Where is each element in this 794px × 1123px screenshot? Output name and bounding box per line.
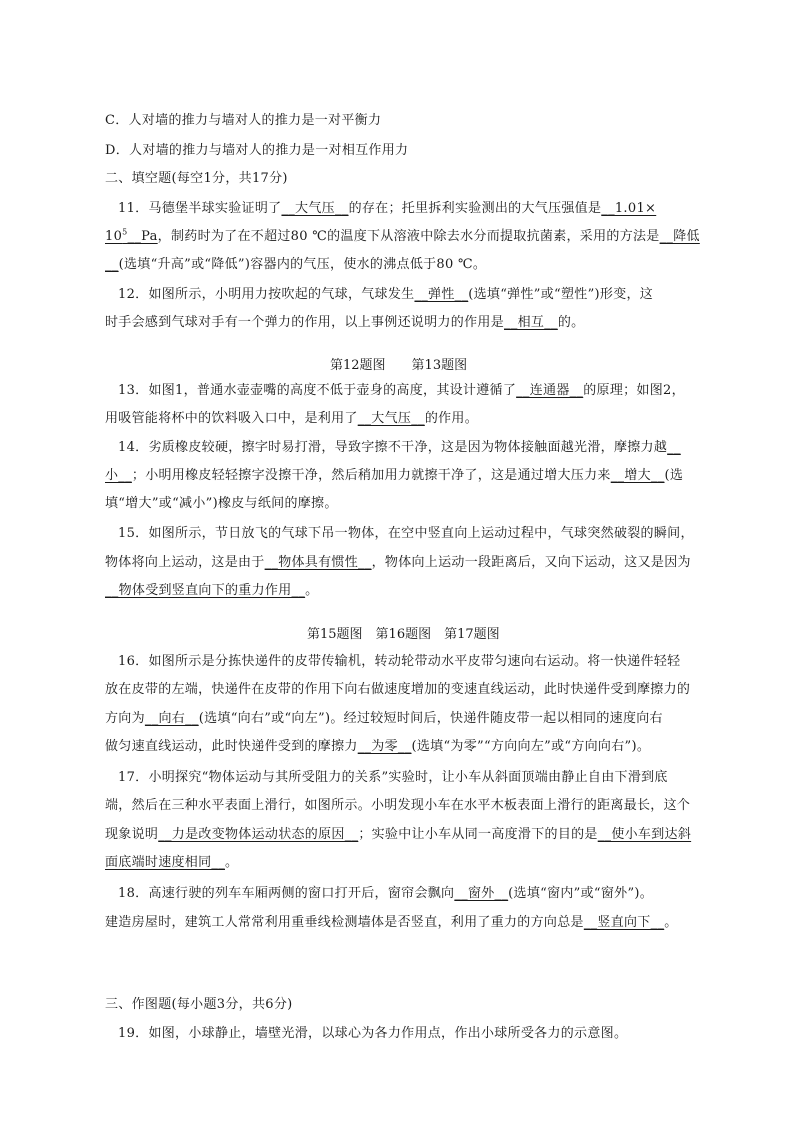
q12-answer-2: __相互__ — [504, 315, 558, 330]
q16-answer-1: __向右__ — [144, 711, 199, 726]
q18-answer-1: __窗外__ — [454, 886, 509, 901]
q12-answer-1: __弹性__ — [414, 287, 469, 302]
q13-answer-2: __大气压__ — [357, 411, 425, 426]
q14-line-3: 填“增大”或“减小”)橡皮与纸间的摩擦。 — [105, 496, 338, 511]
q13-line-1: 13．如图1，普通水壶壶嘴的高度不低于壶身的高度，其设计遵循了__连通器__的原理；如图2， — [118, 383, 685, 398]
q11-answer-1: __大气压__ — [281, 201, 349, 216]
q17-answer-1: __力是改变物体运动状态的原因__ — [158, 827, 359, 842]
q19-line-1: 19．如图，小球静止，墙壁光滑，以球心为各力作用点，作出小球所受各力的示意图。 — [118, 1026, 628, 1041]
q14-answer-2: __增大__ — [610, 468, 665, 483]
q18-answer-2: __竖直向下__ — [583, 915, 665, 930]
q15-answer-1: __物体具有惯性__ — [264, 555, 372, 570]
q11-line-3: __(选填“升高”或“降低”)容器内的气压，使水的沸点低于80 ℃。 — [105, 257, 487, 272]
q15-answer-2: __物体受到竖直向下的重力作用__ — [105, 583, 306, 598]
section-2-heading: 二、填空题(每空1分，共17分) — [105, 171, 288, 186]
q17-line-2: 端，然后在三种水平表面上滑行，如图所示。小明发现小车在水平木板表面上滑行的距离最长，这个 — [105, 798, 691, 813]
q15-line-3: __物体受到竖直向下的重力作用__。 — [105, 583, 319, 598]
figure-caption-15-16-17: 第15题图 第16题图 第17题图 — [307, 627, 500, 642]
figure-caption-12-13: 第12题图 第13题图 — [330, 358, 468, 373]
q16-line-2: 放在皮带的左端，快递件在皮带的作用下向右做速度增加的变速直线运动，此时快递件受到摩擦力的 — [105, 682, 691, 697]
q17-line-3: 现象说明__力是改变物体运动状态的原因__；实验中让小车从同一高度滑下的目的是__使小车到达斜 — [105, 827, 692, 842]
q12-line-1: 12．如图所示，小明用力按吹起的气球，气球发生__弹性__(选填“弹性”或“塑性”)形变，这 — [118, 287, 654, 302]
section-3-heading: 三、作图题(每小题3分，共6分) — [105, 997, 293, 1012]
q12-line-2: 时手会感到气球对手有一个弹力的作用，以上事例还说明力的作用是__相互__的。 — [105, 315, 585, 330]
q18-line-1: 18．高速行驶的列车车厢两侧的窗口打开后，窗帘会飘向__窗外__(选填“窗内”或“窗外”)。 — [118, 886, 654, 901]
q11-line-2: $10^5\_\_Pa$，制药时为了在不超过80 ℃的温度下从溶液中除去水分而提取抗菌素，采用的方法是__降低 — [105, 227, 700, 244]
q14-answer-1: __ — [667, 440, 681, 455]
q16-line-4: 做匀速直线运动，此时快递件受到的摩擦力__为零__(选填“为零”“方向向左”或“方向向右”)。 — [105, 739, 651, 754]
q18-line-2: 建造房屋时，建筑工人常常利用重垂线检测墙体是否竖直，利用了重力的方向总是__竖直向下__。 — [105, 915, 678, 930]
q16-line-3: 方向为__向右__(选填“向右”或“向左”)。经过较短时间后，快递件随皮带一起以相同的速度向右 — [105, 711, 663, 726]
q17-answer-2: __使小车到达斜 — [597, 827, 692, 842]
option-d: D．人对墙的推力与墙对人的推力是一对相互作用力 — [105, 143, 409, 158]
q17-answer-2-cont: 面底端时速度相同__ — [105, 855, 225, 870]
q14-answer-1-cont: 小__ — [105, 468, 132, 483]
q15-line-2: 物体将向上运动，这是由于__物体具有惯性__，物体向上运动一段距离后，又向下运动，这又是因为 — [105, 555, 691, 570]
q16-answer-2: __为零__ — [357, 739, 412, 754]
q11-answer-3: __降低 — [659, 229, 700, 244]
q14-line-1: 14．劣质橡皮较硬，擦字时易打滑，导致字擦不干净，这是因为物体接触面越光滑，摩擦力越__ — [118, 440, 681, 455]
q15-line-1: 15．如图所示，节日放飞的气球下吊一物体，在空中竖直向上运动过程中，气球突然破裂的瞬间， — [118, 526, 694, 541]
option-c: C．人对墙的推力与墙对人的推力是一对平衡力 — [105, 113, 382, 128]
q17-line-1: 17．小明探究“物体运动与其所受阻力的关系”实验时，让小车从斜面顶端由静止自由下滑到底 — [118, 770, 668, 785]
q13-answer-1: __连通器__ — [516, 383, 584, 398]
q13-line-2: 用吸管能将杯中的饮料吸入口中，是利用了__大气压__的作用。 — [105, 411, 479, 426]
q16-line-1: 16．如图所示是分拣快递件的皮带传输机，转动轮带动水平皮带匀速向右运动。将一快递件轻轻 — [118, 654, 681, 669]
q11-answer-3-cont: __ — [105, 257, 119, 272]
q11-line-1: 11．马德堡半球实验证明了__大气压__的存在；托里拆利实验测出的大气压强值是__1.01× — [118, 201, 657, 216]
q11-answer-2: __1.01× — [601, 201, 657, 216]
q14-line-2: 小__；小明用橡皮轻轻擦字没擦干净，然后稍加用力就擦干净了，这是通过增大压力来__增大__(选 — [105, 468, 684, 483]
q17-line-4: 面底端时速度相同__。 — [105, 855, 239, 870]
q11-answer-2-cont: $10^5\_\_Pa$ — [105, 227, 158, 244]
